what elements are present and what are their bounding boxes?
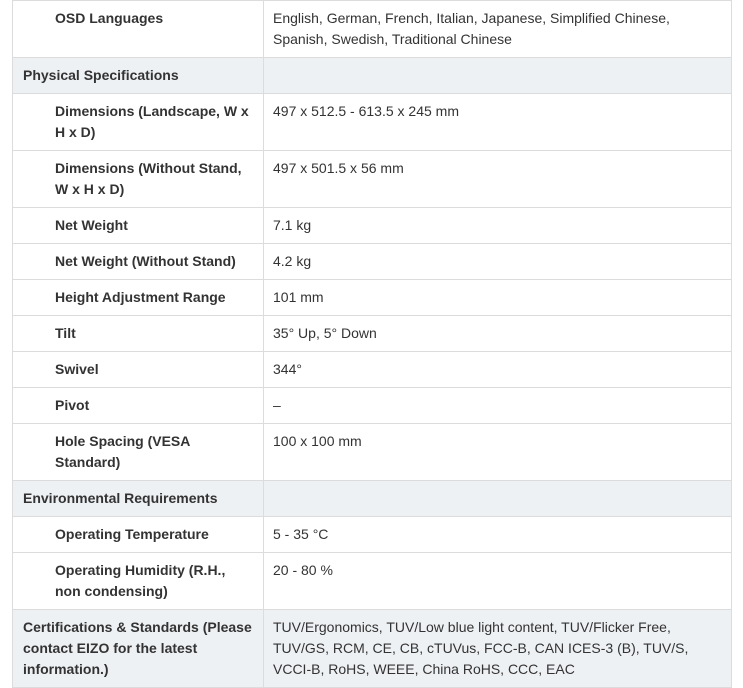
spec-row-hole-spacing (13, 424, 732, 481)
spec-value: – (264, 388, 732, 424)
spec-label: Dimensions (Without Stand, W x H x D) (13, 151, 264, 208)
spec-row-dimensions-landscape (13, 94, 732, 151)
spec-row-pivot (13, 388, 732, 424)
spec-row-operating-humidity (13, 553, 732, 610)
spec-label: Operating Temperature (13, 517, 264, 553)
spec-row-tilt (13, 316, 732, 352)
spec-row-height-adjustment-range (13, 280, 732, 316)
specifications-table (12, 0, 732, 688)
spec-label: Height Adjustment Range (13, 280, 264, 316)
section-row-certifications-standards (13, 610, 732, 688)
spec-value: 100 x 100 mm (264, 424, 732, 481)
spec-row-swivel (13, 352, 732, 388)
spec-value: 497 x 512.5 - 613.5 x 245 mm (264, 94, 732, 151)
spec-label: Dimensions (Landscape, W x H x D) (13, 94, 264, 151)
section-value (264, 481, 732, 517)
spec-row-net-weight-without-stand (13, 244, 732, 280)
certifications-value: TUV/Ergonomics, TUV/Low blue light content, TUV/Flicker Free, TUV/GS, RCM, CE, CB, cTUVus, FCC-B, CAN ICES-3 (B), TUV/S, VCCI-B, RoHS, WEEE, China RoHS, CCC, EAC (264, 610, 732, 688)
spec-label: Tilt (13, 316, 264, 352)
spec-label: Net Weight (13, 208, 264, 244)
spec-label: Hole Spacing (VESA Standard) (13, 424, 264, 481)
section-value (264, 58, 732, 94)
specifications-table-body (13, 1, 732, 688)
section-heading: Environmental Requirements (13, 481, 264, 517)
spec-value: 20 - 80 % (264, 553, 732, 610)
spec-label: Operating Humidity (R.H., non condensing) (13, 553, 264, 610)
spec-value: 7.1 kg (264, 208, 732, 244)
spec-row-operating-temperature (13, 517, 732, 553)
spec-value: English, German, French, Italian, Japanese, Simplified Chinese, Spanish, Swedish, Traditional Chinese (264, 1, 732, 58)
spec-row-net-weight (13, 208, 732, 244)
spec-row-dimensions-without-stand (13, 151, 732, 208)
spec-label: Pivot (13, 388, 264, 424)
section-heading: Physical Specifications (13, 58, 264, 94)
section-row-physical-specifications (13, 58, 732, 94)
spec-row-osd-languages (13, 1, 732, 58)
spec-value: 4.2 kg (264, 244, 732, 280)
spec-label: OSD Languages (13, 1, 264, 58)
section-row-environmental-requirements (13, 481, 732, 517)
section-heading: Certifications & Standards (Please contact EIZO for the latest information.) (13, 610, 264, 688)
spec-value: 35° Up, 5° Down (264, 316, 732, 352)
spec-label: Swivel (13, 352, 264, 388)
spec-value: 5 - 35 °C (264, 517, 732, 553)
spec-label: Net Weight (Without Stand) (13, 244, 264, 280)
spec-value: 101 mm (264, 280, 732, 316)
spec-value: 344° (264, 352, 732, 388)
spec-value: 497 x 501.5 x 56 mm (264, 151, 732, 208)
